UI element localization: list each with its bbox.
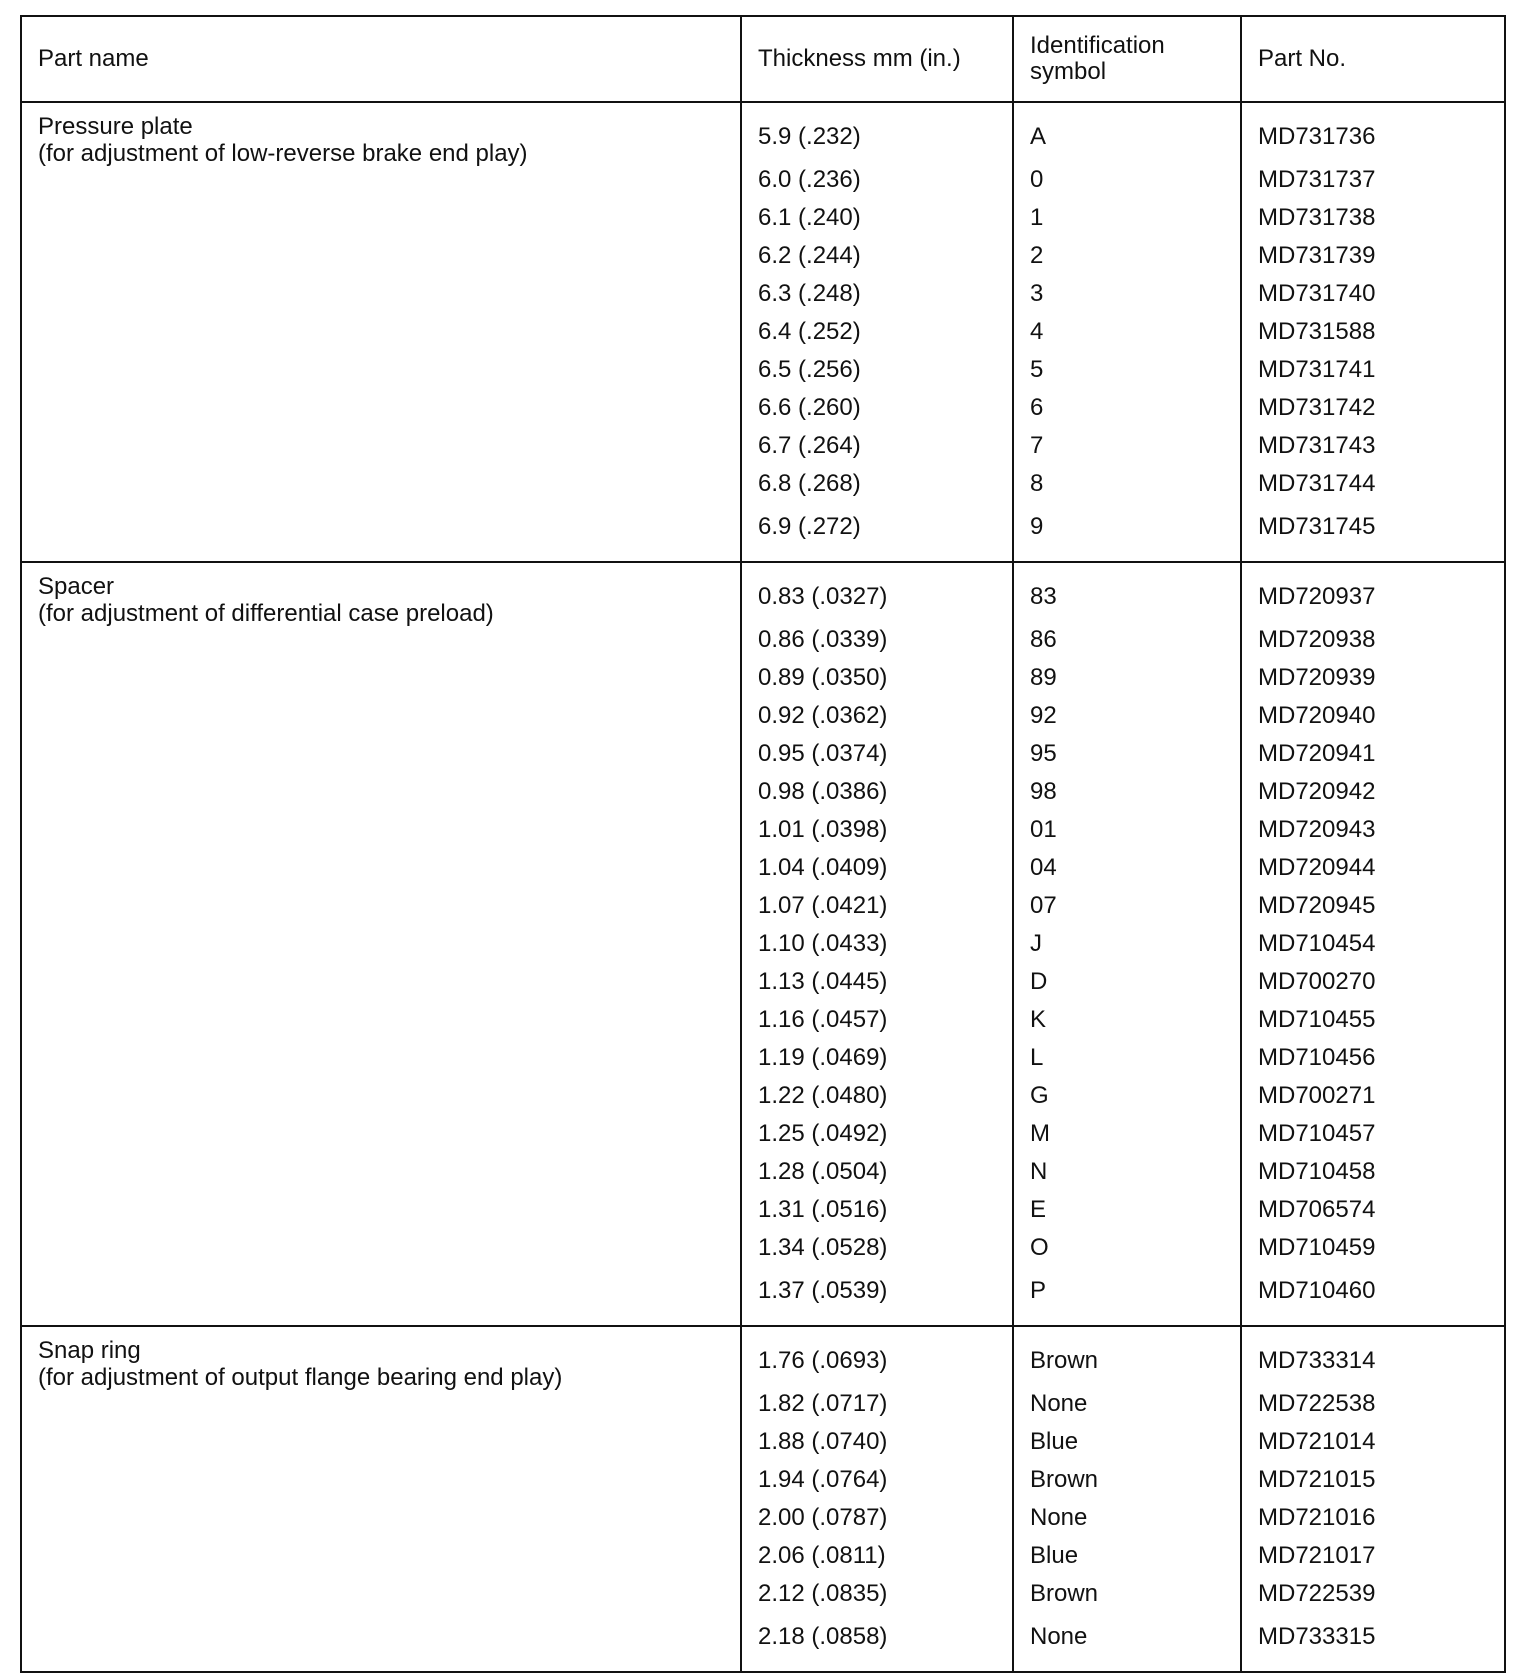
part-purpose: (for adjustment of output flange bearing end play): [38, 1364, 563, 1391]
part-no-cell: MD706574: [1241, 1191, 1505, 1229]
header-thickness: Thickness mm (in.): [741, 16, 1013, 102]
identification-cell: Brown: [1013, 1326, 1241, 1385]
identification-cell: Brown: [1013, 1461, 1241, 1499]
thickness-cell: 1.22 (.0480): [741, 1077, 1013, 1115]
part-name-cell: [21, 1326, 741, 1672]
thickness-cell: 6.1 (.240): [741, 199, 1013, 237]
identification-cell: 01: [1013, 811, 1241, 849]
part-no-cell: MD700270: [1241, 963, 1505, 1001]
thickness-cell: 0.89 (.0350): [741, 659, 1013, 697]
part-no-cell: MD721015: [1241, 1461, 1505, 1499]
part-no-cell: MD700271: [1241, 1077, 1505, 1115]
identification-cell: N: [1013, 1153, 1241, 1191]
table-body: [21, 102, 1505, 1672]
identification-cell: J: [1013, 925, 1241, 963]
table-row: [21, 1326, 1505, 1385]
thickness-cell: 1.04 (.0409): [741, 849, 1013, 887]
identification-cell: 07: [1013, 887, 1241, 925]
part-name-cell: [21, 102, 741, 562]
thickness-cell: 0.86 (.0339): [741, 621, 1013, 659]
table-row: [21, 562, 1505, 621]
part-no-cell: MD731742: [1241, 389, 1505, 427]
part-name: Pressure plate: [38, 113, 193, 140]
thickness-cell: 1.31 (.0516): [741, 1191, 1013, 1229]
thickness-cell: 1.07 (.0421): [741, 887, 1013, 925]
identification-cell: 9: [1013, 503, 1241, 562]
thickness-cell: 1.76 (.0693): [741, 1326, 1013, 1385]
identification-cell: 6: [1013, 389, 1241, 427]
identification-cell: D: [1013, 963, 1241, 1001]
thickness-cell: 0.92 (.0362): [741, 697, 1013, 735]
part-name-cell: [21, 562, 741, 1326]
thickness-cell: 6.8 (.268): [741, 465, 1013, 503]
thickness-cell: 1.16 (.0457): [741, 1001, 1013, 1039]
header-part-no: Part No.: [1241, 16, 1505, 102]
identification-cell: None: [1013, 1499, 1241, 1537]
thickness-cell: 1.10 (.0433): [741, 925, 1013, 963]
part-no-cell: MD731736: [1241, 102, 1505, 161]
part-no-cell: MD721017: [1241, 1537, 1505, 1575]
identification-cell: 98: [1013, 773, 1241, 811]
thickness-cell: 2.00 (.0787): [741, 1499, 1013, 1537]
part-no-cell: MD733315: [1241, 1613, 1505, 1672]
thickness-cell: 6.3 (.248): [741, 275, 1013, 313]
thickness-cell: 0.95 (.0374): [741, 735, 1013, 773]
identification-cell: O: [1013, 1229, 1241, 1267]
identification-cell: Blue: [1013, 1537, 1241, 1575]
part-no-cell: MD710457: [1241, 1115, 1505, 1153]
part-no-cell: MD720941: [1241, 735, 1505, 773]
identification-cell: 7: [1013, 427, 1241, 465]
header-row: [21, 16, 1505, 102]
part-no-cell: MD710458: [1241, 1153, 1505, 1191]
thickness-cell: 2.18 (.0858): [741, 1613, 1013, 1672]
thickness-cell: 1.88 (.0740): [741, 1423, 1013, 1461]
thickness-cell: 6.5 (.256): [741, 351, 1013, 389]
identification-cell: 2: [1013, 237, 1241, 275]
thickness-cell: 6.0 (.236): [741, 161, 1013, 199]
thickness-cell: 6.2 (.244): [741, 237, 1013, 275]
part-no-cell: MD710459: [1241, 1229, 1505, 1267]
part-no-cell: MD731743: [1241, 427, 1505, 465]
identification-cell: 3: [1013, 275, 1241, 313]
part-no-cell: MD733314: [1241, 1326, 1505, 1385]
part-no-cell: MD710460: [1241, 1267, 1505, 1326]
identification-cell: L: [1013, 1039, 1241, 1077]
identification-cell: 5: [1013, 351, 1241, 389]
identification-cell: 0: [1013, 161, 1241, 199]
part-no-cell: MD720940: [1241, 697, 1505, 735]
identification-cell: P: [1013, 1267, 1241, 1326]
identification-cell: 4: [1013, 313, 1241, 351]
thickness-cell: 6.7 (.264): [741, 427, 1013, 465]
part-no-cell: MD710455: [1241, 1001, 1505, 1039]
identification-cell: 89: [1013, 659, 1241, 697]
part-no-cell: MD722539: [1241, 1575, 1505, 1613]
identification-cell: 95: [1013, 735, 1241, 773]
identification-cell: Blue: [1013, 1423, 1241, 1461]
identification-cell: K: [1013, 1001, 1241, 1039]
header-identification: Identification symbol: [1013, 16, 1241, 102]
thickness-cell: 1.94 (.0764): [741, 1461, 1013, 1499]
identification-cell: E: [1013, 1191, 1241, 1229]
identification-cell: None: [1013, 1385, 1241, 1423]
thickness-cell: 0.83 (.0327): [741, 562, 1013, 621]
part-no-cell: MD731737: [1241, 161, 1505, 199]
part-no-cell: MD720937: [1241, 562, 1505, 621]
part-name: Spacer: [38, 573, 115, 600]
part-purpose: (for adjustment of differential case preload): [38, 600, 494, 627]
part-no-cell: MD731744: [1241, 465, 1505, 503]
part-no-cell: MD720939: [1241, 659, 1505, 697]
identification-cell: M: [1013, 1115, 1241, 1153]
identification-cell: 04: [1013, 849, 1241, 887]
identification-cell: G: [1013, 1077, 1241, 1115]
part-no-cell: MD731740: [1241, 275, 1505, 313]
identification-cell: 92: [1013, 697, 1241, 735]
thickness-cell: 1.19 (.0469): [741, 1039, 1013, 1077]
header-part-name: Part name: [21, 16, 741, 102]
thickness-cell: 5.9 (.232): [741, 102, 1013, 161]
part-no-cell: MD731741: [1241, 351, 1505, 389]
thickness-cell: 1.01 (.0398): [741, 811, 1013, 849]
part-purpose: (for adjustment of low-reverse brake end play): [38, 140, 528, 167]
part-no-cell: MD721016: [1241, 1499, 1505, 1537]
thickness-cell: 6.9 (.272): [741, 503, 1013, 562]
thickness-cell: 0.98 (.0386): [741, 773, 1013, 811]
identification-cell: 1: [1013, 199, 1241, 237]
part-no-cell: MD720944: [1241, 849, 1505, 887]
part-no-cell: MD731588: [1241, 313, 1505, 351]
table-row: [21, 102, 1505, 161]
identification-cell: None: [1013, 1613, 1241, 1672]
thickness-cell: 1.82 (.0717): [741, 1385, 1013, 1423]
thickness-cell: 6.4 (.252): [741, 313, 1013, 351]
part-no-cell: MD710456: [1241, 1039, 1505, 1077]
thickness-cell: 6.6 (.260): [741, 389, 1013, 427]
part-no-cell: MD731739: [1241, 237, 1505, 275]
thickness-cell: 2.12 (.0835): [741, 1575, 1013, 1613]
thickness-cell: 1.13 (.0445): [741, 963, 1013, 1001]
identification-cell: 8: [1013, 465, 1241, 503]
identification-cell: 83: [1013, 562, 1241, 621]
identification-cell: Brown: [1013, 1575, 1241, 1613]
thickness-cell: 1.34 (.0528): [741, 1229, 1013, 1267]
part-no-cell: MD720938: [1241, 621, 1505, 659]
thickness-cell: 1.37 (.0539): [741, 1267, 1013, 1326]
part-no-cell: MD721014: [1241, 1423, 1505, 1461]
thickness-cell: 2.06 (.0811): [741, 1537, 1013, 1575]
part-no-cell: MD731738: [1241, 199, 1505, 237]
thickness-cell: 1.25 (.0492): [741, 1115, 1013, 1153]
parts-table: [20, 15, 1506, 1673]
part-no-cell: MD720942: [1241, 773, 1505, 811]
part-no-cell: MD731745: [1241, 503, 1505, 562]
part-no-cell: MD720945: [1241, 887, 1505, 925]
part-no-cell: MD710454: [1241, 925, 1505, 963]
part-name: Snap ring: [38, 1337, 141, 1364]
identification-cell: 86: [1013, 621, 1241, 659]
part-no-cell: MD720943: [1241, 811, 1505, 849]
thickness-cell: 1.28 (.0504): [741, 1153, 1013, 1191]
part-no-cell: MD722538: [1241, 1385, 1505, 1423]
identification-cell: A: [1013, 102, 1241, 161]
